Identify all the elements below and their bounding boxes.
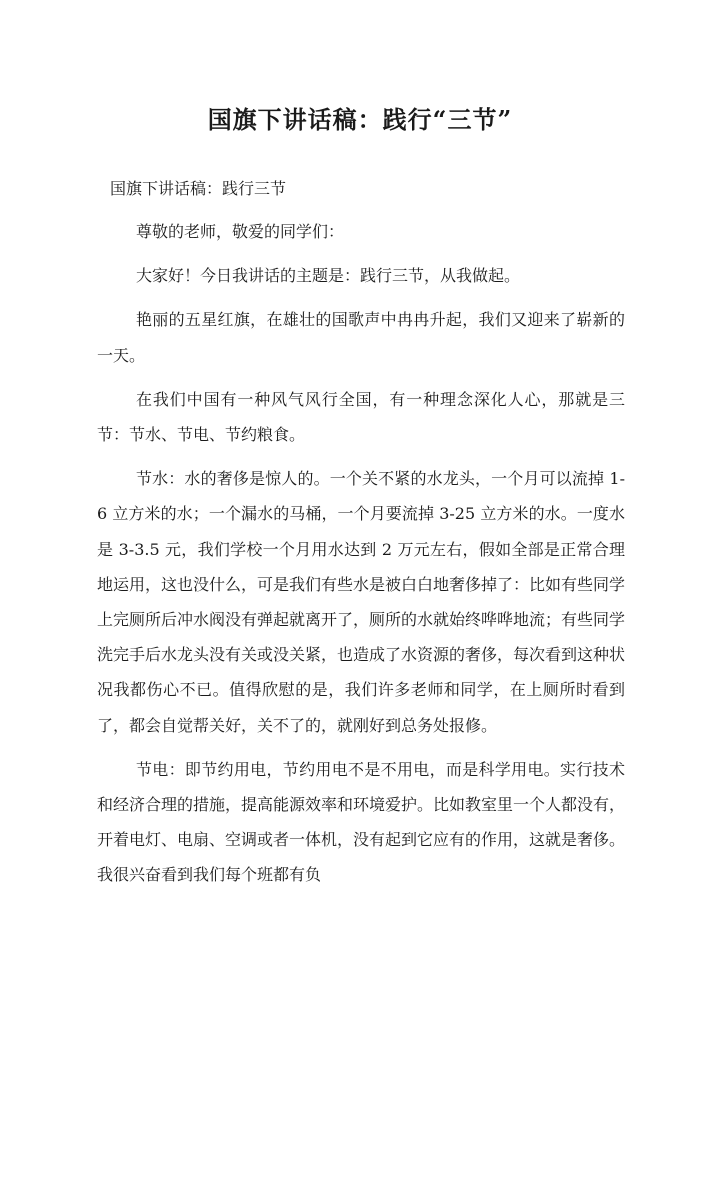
document-title: 国旗下讲话稿：践行“三节”: [207, 105, 513, 134]
document-body: [97, 214, 625, 902]
paragraph-electricity-saving: 节电：即节约用电，节约用电不是不用电，而是科学用电。实行技术和经济合理的措施，提高能源效率和环境爱护。比如教室里一个人都没有，开着电灯、电扇、空调或者一体机，没有起到它应有的作用，这就是奢侈。我很兴奋看到我们每个班都有负: [97, 759, 626, 885]
paragraph-topic: 大家好！今日我讲话的主题是：践行三节，从我做起。: [136, 266, 521, 286]
paragraph-water-saving: 节水：水的奢侈是惊人的。一个关不紧的水龙头，一个月可以流掉 1-6 立方米的水；一个漏水的马桶，一个月要流掉 3-25 立方米的水。一度水是 3-3.5 元，我们学校一个月用水达到 2 万元左右，假如全部是正常合理地运用，这也没什么，可是我们有些水是被白白地奢侈掉了：比如有些同学上完厕所后冲水阀没有弹起就离开了，厕所的水就始终哗哗地流；有些同学洗完手后水龙头没有关或没关紧，也造成了水资源的奢侈，每次看到这种状况我都伤心不已。值得欣慰的是，我们许多老师和同学，在上厕所时看到了，都会自觉帮关好，关不了的，就刚好到总务处报修。: [97, 469, 626, 735]
paragraph-flag: 艳丽的五星红旗，在雄壮的国歌声中冉冉升起，我们又迎来了崭新的一天。: [97, 310, 625, 365]
paragraph-three-savings: 在我们中国有一种风气风行全国，有一种理念深化人心，那就是三节：节水、节电、节约粮食。: [97, 389, 625, 445]
paragraph-greeting: 尊敬的老师，敬爱的同学们：: [136, 222, 345, 241]
document-subtitle: 国旗下讲话稿：践行三节: [110, 179, 287, 198]
